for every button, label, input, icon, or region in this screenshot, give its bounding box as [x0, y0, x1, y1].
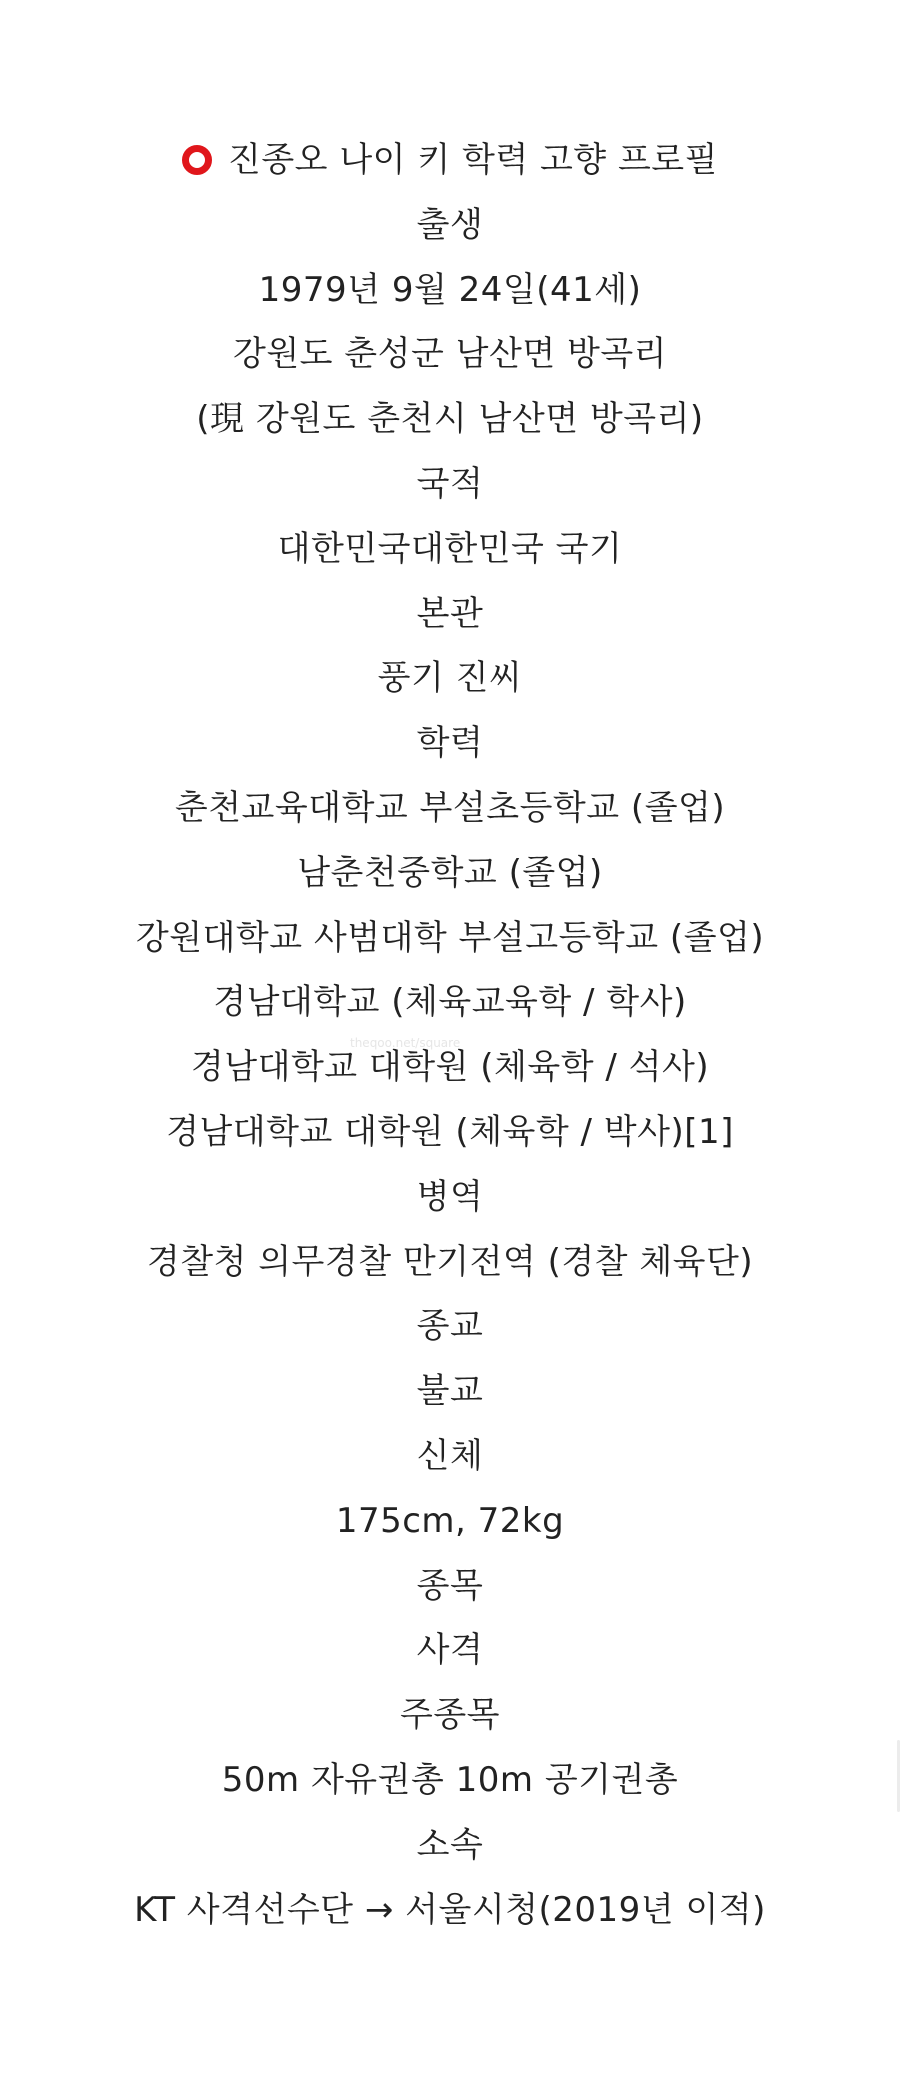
profile-line: 경남대학교 대학원 (체육학 / 박사)[1]	[166, 1111, 734, 1152]
profile-line: 175cm, 72kg	[335, 1500, 565, 1541]
profile-line: 출생	[416, 204, 484, 245]
profile-line: 경찰청 의무경찰 만기전역 (경찰 체육단)	[146, 1241, 754, 1282]
profile-line: 종교	[416, 1306, 484, 1347]
red-circle-icon	[182, 145, 212, 175]
profile-line: 종목	[416, 1565, 484, 1606]
profile-line: 사격	[416, 1630, 484, 1671]
watermark: theqoo.net/square	[350, 1036, 461, 1050]
profile-line: 주종목	[399, 1695, 501, 1736]
profile-line: 국적	[416, 463, 484, 504]
profile-line: 1979년 9월 24일(41세)	[258, 269, 642, 310]
profile-line: 학력	[416, 723, 484, 764]
profile-line: 풍기 진씨	[377, 658, 523, 699]
profile-line: 소속	[416, 1824, 484, 1865]
profile-title-row	[0, 128, 900, 193]
profile-title-text: 진종오 나이 키 학력 고향 프로필	[227, 140, 718, 180]
profile-line: 대한민국대한민국 국기	[277, 528, 623, 569]
profile-line: (現 강원도 춘천시 남산면 방곡리)	[196, 399, 704, 440]
profile-title	[182, 128, 718, 193]
profile-line: 춘천교육대학교 부설초등학교 (졸업)	[174, 787, 726, 828]
profile-line: 신체	[416, 1435, 484, 1476]
profile-line: 경남대학교 대학원 (체육학 / 석사)	[190, 1047, 710, 1088]
profile-line: 50m 자유권총 10m 공기권총	[221, 1759, 679, 1800]
profile-line: 강원대학교 사범대학 부설고등학교 (졸업)	[135, 917, 765, 958]
profile-line: 경남대학교 (체육교육학 / 학사)	[213, 982, 687, 1023]
profile-line: 병역	[416, 1176, 484, 1217]
profile-line: 강원도 춘성군 남산면 방곡리	[232, 334, 668, 375]
profile-line: 불교	[416, 1371, 484, 1412]
profile-line: 남춘천중학교 (졸업)	[297, 852, 603, 893]
profile-line: 본관	[416, 593, 484, 634]
profile-line: KT 사격선수단 → 서울시청(2019년 이적)	[134, 1889, 766, 1930]
